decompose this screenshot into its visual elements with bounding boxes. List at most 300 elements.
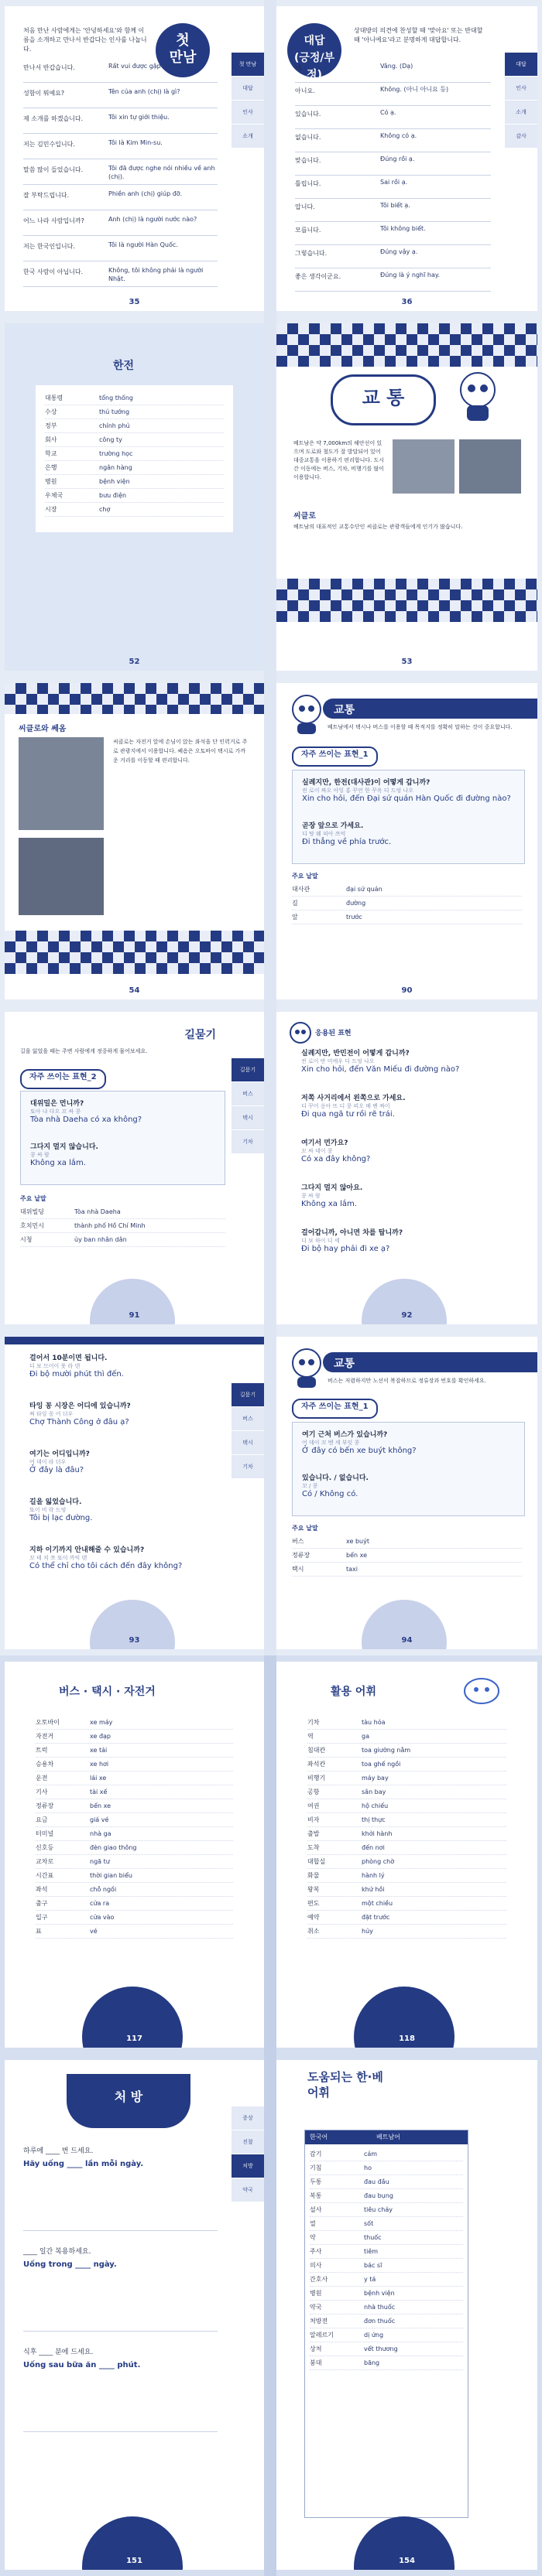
vocab-row <box>36 1855 233 1869</box>
intro-text: 처음 만난 사람에게는 '안녕하세요'와 함께 이름을 소개하고 만나서 반갑다는 인사를 나눕니다. <box>23 27 147 53</box>
side-tab[interactable]: 증상 <box>232 2106 264 2130</box>
korean-word: 편도 <box>307 1900 320 1907</box>
korean-word: 수상 <box>45 408 57 415</box>
gutter <box>264 677 276 1006</box>
vietnamese-word: xe tải <box>90 1747 108 1754</box>
vocab-row <box>292 1549 522 1563</box>
korean-word: 길 <box>292 900 298 907</box>
body-paragraph: 씨클로는 자전거 앞에 손님이 앉는 좌석을 단 인력거로 주로 관광지에서 이용합니다. 쎄옴은 오토바이 택시로 가까운 거리를 이동할 때 편리합니다. <box>113 739 248 764</box>
side-tab[interactable]: 인사 <box>505 77 537 101</box>
vocab-row <box>20 1233 225 1247</box>
vietnamese-word: xe buýt <box>346 1538 369 1545</box>
korean-text: 말씀 많이 들었습니다. <box>23 166 84 173</box>
korean-word: 상처 <box>310 2345 322 2352</box>
vietnamese-text: Có ạ. <box>380 109 396 116</box>
vietnamese-word: ngân hàng <box>99 464 132 471</box>
phrase-row <box>23 265 218 287</box>
korean-word: 대사관 <box>292 886 310 893</box>
vietnamese-word: xe đạp <box>90 1733 111 1740</box>
gutter <box>264 2054 276 2576</box>
korean-word: 자전거 <box>36 1733 54 1740</box>
dialogue-line <box>29 1352 219 1379</box>
korean-word: 예약 <box>307 1914 320 1921</box>
page-number: 90 <box>401 986 413 995</box>
vocab-row <box>45 391 224 405</box>
gutter <box>264 1331 276 1655</box>
korean-text: 한국 사람이 아닙니다. <box>23 268 84 275</box>
korean-text: 모릅니다. <box>295 227 321 234</box>
vietnamese-sentence: Có thể chỉ cho tôi cách đến đây không? <box>29 1562 183 1570</box>
vietnamese-word: cửa ra <box>90 1900 110 1907</box>
korean-word: 침대칸 <box>307 1747 326 1754</box>
korean-sentence: 저쪽 사거리에서 왼쪽으로 가세요. <box>301 1095 406 1102</box>
korean-word: 기차 <box>307 1719 320 1726</box>
dialogue-box <box>292 1422 525 1516</box>
vocab-heading: 주요 낱말 <box>292 1525 318 1532</box>
vietnamese-word: đau bụng <box>364 2192 393 2199</box>
vietnamese-word: một chiều <box>362 1900 393 1907</box>
vietnamese-word: bưu điện <box>99 492 127 499</box>
korean-sentence: 걸어서 10분이면 됩니다. <box>29 1355 108 1362</box>
section-heading: 응용된 표현 <box>315 1030 352 1037</box>
korean-word: 기사 <box>36 1789 48 1795</box>
intro-text: 베트남에서 택시나 버스를 이용할 때 목적지를 정확히 말하는 것이 중요합니다. <box>328 724 513 730</box>
page-154 <box>276 2060 537 2570</box>
prescription-item <box>23 2145 218 2231</box>
prescription-item <box>23 2246 218 2332</box>
vietnamese-sentence: Có / Không có. <box>302 1490 358 1498</box>
phrase-row <box>23 214 218 236</box>
korean-sentence: 지하 이기까지 안내해줄 수 있습니까? <box>29 1546 145 1554</box>
pronunciation: 디 보 하이 디 세 <box>301 1238 340 1244</box>
page-number: 94 <box>401 1636 413 1645</box>
dialogue-line <box>301 1227 492 1253</box>
korean-sentence: 그다지 멀지 않습니다. <box>30 1143 98 1151</box>
vocab-list <box>292 1535 522 1577</box>
vietnamese-word: y tá <box>364 2276 376 2283</box>
vocab-row <box>307 1897 506 1911</box>
side-tab[interactable]: 대답 <box>505 53 537 77</box>
side-tab[interactable]: 기차 <box>232 1455 264 1479</box>
side-tab[interactable]: 택시 <box>232 1106 264 1130</box>
korean-word: 감기 <box>310 2151 322 2157</box>
vietnamese-text: Tôi biết ạ. <box>380 202 410 209</box>
title-block <box>307 2069 393 2123</box>
vocab-row <box>307 1813 506 1827</box>
pronunciation: 꼬 싸 데이 콩 <box>301 1148 333 1154</box>
korean-word: 비자 <box>307 1816 320 1823</box>
vietnamese-word: tiêm <box>364 2248 379 2255</box>
vietnamese-word: dị ứng <box>364 2332 384 2339</box>
vocab-row <box>36 1911 233 1925</box>
korean-text: 맞습니다. <box>295 157 321 164</box>
spread-5 <box>0 1331 542 1655</box>
side-tabs <box>232 2106 264 2202</box>
korean-sentence: 곧장 앞으로 가세요. <box>302 822 364 830</box>
korean-word: 정류장 <box>36 1802 54 1809</box>
side-tab[interactable]: 기차 <box>232 1130 264 1154</box>
sub-text: 베트남의 대표적인 교통수단인 씨클로는 관광객들에게 인기가 많습니다. <box>293 524 463 530</box>
vocab-list <box>36 1716 233 1939</box>
vocab-row <box>310 2259 463 2273</box>
expression-heading: 자주 쓰이는 표현_2 <box>20 1069 106 1089</box>
vietnamese-word: ngã tư <box>90 1858 110 1865</box>
title-bar <box>323 1352 537 1372</box>
dialogue-line <box>29 1448 219 1474</box>
korean-word: 대위빌딩 <box>20 1208 44 1215</box>
sub-heading: 씨클로 <box>293 512 316 521</box>
vietnamese-word: đường <box>346 900 366 907</box>
vietnamese-word: tổng thống <box>99 395 133 401</box>
phrase-row <box>23 111 218 134</box>
vietnamese-word: xe máy <box>90 1719 113 1726</box>
pronunciation: 씬 로이 반 미에우 디 드엉 나오 <box>301 1058 375 1064</box>
vocab-row <box>310 2273 463 2287</box>
vietnamese-text: Tôi là người Hàn Quốc. <box>108 241 178 248</box>
vocab-row <box>45 503 224 517</box>
side-tabs <box>232 1383 264 1479</box>
dialogue-line <box>301 1047 492 1074</box>
phrase-row <box>295 84 491 106</box>
korean-word: 오토바이 <box>36 1719 60 1726</box>
vocab-list <box>45 391 224 517</box>
korean-sentence: 그다지 멀지 않아요. <box>301 1184 363 1192</box>
side-tab[interactable]: 버스 <box>232 1082 264 1106</box>
vietnamese-word: ủy ban nhân dân <box>74 1236 127 1243</box>
page-number: 93 <box>129 1636 140 1645</box>
dialogue-line <box>29 1400 219 1426</box>
side-tab[interactable]: 처방 <box>232 2154 264 2178</box>
vietnamese-word: tài xế <box>90 1789 108 1795</box>
phrase-row <box>23 60 218 83</box>
korean-word: 교차로 <box>36 1858 54 1865</box>
korean-sentence: 걸어갑니까, 아니면 차를 탑니까? <box>301 1229 403 1237</box>
mascot-icon <box>289 1021 312 1044</box>
korean-word: 화물 <box>307 1872 320 1879</box>
vietnamese-text: Tôi đã được nghe nói nhiều về anh (chị). <box>108 165 215 180</box>
dialogue-line <box>301 1182 492 1208</box>
phrase-row <box>295 269 491 292</box>
phrase-row <box>23 86 218 108</box>
vietnamese-text: Sai rồi ạ. <box>380 179 408 186</box>
korean-word: 표 <box>36 1928 42 1935</box>
side-tab[interactable]: 약국 <box>232 2178 264 2202</box>
korean-text: 제 소개를 하겠습니다. <box>23 115 84 122</box>
pronunciation: 씬 로이 짜오 아잉 홍 꾸언 한 꾸옥 디 드엉 나오 <box>302 787 413 794</box>
korean-text: 그렇습니다. <box>295 250 328 257</box>
dialogue-line <box>301 1137 492 1163</box>
phrase-row <box>295 176 491 199</box>
korean-word: 역 <box>307 1733 314 1740</box>
vocab-table <box>304 2130 468 2518</box>
korean-word: 운전 <box>36 1775 48 1782</box>
section-badge: 첫 만남 <box>156 23 210 77</box>
korean-text: 압니다. <box>295 203 315 210</box>
pronunciation: 또아 냐 다오 꼬 싸 콩 <box>30 1109 81 1115</box>
vocab-row <box>307 1744 506 1758</box>
vietnamese-sentence: Đi bộ mười phút thì đến. <box>29 1370 124 1379</box>
korean-text: 없습니다. <box>295 134 321 141</box>
vocab-list <box>305 2144 468 2373</box>
korean-word: 도착 <box>307 1844 320 1851</box>
side-tab[interactable]: 진찰 <box>232 2130 264 2154</box>
vietnamese-word: bác sĩ <box>364 2262 382 2269</box>
expression-heading: 자주 쓰이는 표현_1 <box>292 746 378 767</box>
dialogue-line <box>29 1544 219 1570</box>
prescription-item <box>23 2346 218 2432</box>
korean-text: 네. <box>295 64 304 71</box>
side-tab[interactable]: 첫 만남 <box>232 53 264 77</box>
vocab-row <box>310 2287 463 2301</box>
vocab-list <box>307 1716 506 1939</box>
side-tabs <box>505 53 537 149</box>
korean-word: 약국 <box>310 2304 322 2311</box>
korean-text: 있습니다. <box>295 111 321 118</box>
korean-word: 왕복 <box>307 1886 320 1893</box>
vocab-row <box>307 1855 506 1869</box>
vietnamese-word: đặt trước <box>362 1914 390 1921</box>
vocab-row <box>36 1771 233 1785</box>
side-tab[interactable]: 길묻기 <box>232 1058 264 1082</box>
korean-word: 정부 <box>45 422 57 429</box>
top-band <box>5 1337 264 1344</box>
vocab-row <box>310 2217 463 2231</box>
vocab-list <box>292 883 522 924</box>
korean-word: 두통 <box>310 2178 322 2185</box>
pronunciation: 디 보 므어이 풋 라 덴 <box>29 1363 81 1369</box>
phrase-row <box>295 130 491 152</box>
vocab-row <box>292 897 522 910</box>
phrase-row <box>23 239 218 261</box>
column-header: 한국어 <box>310 2134 328 2140</box>
vietnamese-word: chợ <box>99 506 111 513</box>
vietnamese-word: phòng chờ <box>362 1858 395 1865</box>
vietnamese-word: sân bay <box>362 1789 386 1795</box>
korean-word: 병원 <box>45 478 57 485</box>
page-94 <box>276 1337 537 1649</box>
vocab-row <box>310 2189 463 2203</box>
vietnamese-word: đơn thuốc <box>364 2318 396 2325</box>
side-tab[interactable]: 버스 <box>232 1407 264 1431</box>
vietnamese-sentence: Không xa lắm. <box>30 1159 86 1167</box>
vietnamese-sentence: Tòa nhà Daeha có xa không? <box>30 1115 142 1124</box>
korean-word: 열 <box>310 2220 316 2227</box>
korean-sentence: ____ 일간 복용하세요. <box>23 2248 91 2256</box>
vietnamese-sentence: Đi thẳng về phía trước. <box>302 838 392 846</box>
korean-word: 좌석칸 <box>307 1761 326 1768</box>
korean-word: 약 <box>310 2234 316 2241</box>
column-header: 베트남어 <box>376 2134 400 2140</box>
page-number: 91 <box>129 1311 140 1320</box>
side-tab[interactable]: 소개 <box>505 101 537 125</box>
korean-word: 호치민시 <box>20 1222 44 1229</box>
korean-text: 저는 한국인입니다. <box>23 243 75 250</box>
korean-word: 처방전 <box>310 2318 328 2325</box>
photo-xeom <box>19 838 104 915</box>
korean-word: 대통령 <box>45 395 63 401</box>
vietnamese-sentence: Ở đây có bến xe buýt không? <box>302 1447 417 1455</box>
korean-sentence: 하루에 ____ 번 드세요. <box>23 2147 94 2155</box>
page-52 <box>5 323 264 671</box>
vocab-row <box>310 2342 463 2356</box>
vietnamese-sentence: Uống sau bữa ăn ____ phút. <box>23 2361 141 2369</box>
vietnamese-word: chính phủ <box>99 422 130 429</box>
side-tab[interactable]: 길묻기 <box>232 1383 264 1407</box>
vocab-row <box>310 2356 463 2370</box>
vietnamese-word: hành lý <box>362 1872 385 1879</box>
vocab-row <box>307 1925 506 1939</box>
korean-word: 설사 <box>310 2206 322 2213</box>
korean-word: 의사 <box>310 2262 322 2269</box>
korean-word: 간호사 <box>310 2276 328 2283</box>
vietnamese-text: Anh (chị) là người nước nào? <box>108 216 197 223</box>
vietnamese-sentence: Xin cho hỏi, đến Văn Miếu đi đường nào? <box>301 1065 460 1074</box>
vietnamese-word: toa giường nằm <box>362 1747 411 1754</box>
page-91 <box>5 1012 264 1324</box>
vietnamese-word: tiêu chảy <box>364 2206 393 2213</box>
gutter <box>264 1655 276 2054</box>
spread-6 <box>0 1655 542 2054</box>
vocab-row <box>36 1883 233 1897</box>
photo-bus <box>393 439 455 494</box>
vietnamese-text: Rất vui được gặp anh (chị). <box>108 63 193 70</box>
vocab-row <box>45 461 224 475</box>
korean-word: 입구 <box>36 1914 48 1921</box>
vocab-row <box>36 1744 233 1758</box>
side-tab[interactable]: 감사 <box>505 125 537 149</box>
vietnamese-word: đến nơi <box>362 1844 385 1851</box>
vietnamese-text: Phiền anh (chị) giúp đỡ. <box>108 190 183 197</box>
korean-word: 요금 <box>36 1816 48 1823</box>
photo-street <box>459 439 521 494</box>
vocab-row <box>310 2203 463 2217</box>
side-tabs <box>232 53 264 149</box>
vietnamese-word: toa ghế ngồi <box>362 1761 401 1768</box>
vocab-row <box>36 1758 233 1771</box>
korean-sentence: 여기서 먼가요? <box>301 1139 348 1147</box>
korean-word: 주사 <box>310 2248 322 2255</box>
vietnamese-word: khứ hồi <box>362 1886 385 1893</box>
side-tab[interactable]: 택시 <box>232 1431 264 1455</box>
mascot-icon <box>456 371 499 422</box>
korean-word: 붕대 <box>310 2359 322 2366</box>
vietnamese-word: đại sứ quán <box>346 886 382 893</box>
page-title: 교통 <box>334 704 355 716</box>
section-badge: 대답 (긍정/부정) <box>287 23 341 77</box>
spread-3 <box>0 677 542 1006</box>
korean-word: 복통 <box>310 2192 322 2199</box>
vietnamese-sentence: Uống trong ____ ngày. <box>23 2260 117 2269</box>
vietnamese-text: Tôi không biết. <box>380 225 426 232</box>
vietnamese-text: Tên của anh (chị) là gì? <box>108 88 180 95</box>
korean-word: 출구 <box>36 1900 48 1907</box>
vietnamese-word: cửa vào <box>90 1914 115 1921</box>
vocab-row <box>310 2175 463 2189</box>
side-tab[interactable]: 대답 <box>232 77 264 101</box>
vietnamese-text: Tôi xin tự giới thiệu. <box>108 114 170 121</box>
dialogue-line <box>30 1141 218 1167</box>
spread-1 <box>0 0 542 317</box>
side-tab[interactable]: 소개 <box>232 125 264 149</box>
korean-word: 공항 <box>307 1789 320 1795</box>
vocab-heading: 주요 낱말 <box>292 873 318 880</box>
mascot-icon <box>289 1348 324 1389</box>
vietnamese-word: nhà thuốc <box>364 2304 396 2311</box>
phrase-row <box>23 162 218 185</box>
dialogue-box <box>292 770 525 864</box>
korean-word: 병원 <box>310 2290 322 2297</box>
korean-word: 회사 <box>45 436 57 443</box>
vietnamese-word: vé <box>90 1928 98 1935</box>
spread-2 <box>0 317 542 677</box>
vietnamese-sentence: Có xa đây không? <box>301 1155 371 1163</box>
page-title: 한전 <box>113 360 135 372</box>
vocab-row <box>36 1841 233 1855</box>
intro-text: 버스는 저렴하지만 노선이 복잡하므로 정류장과 번호를 확인하세요. <box>328 1378 486 1384</box>
phrase-row <box>295 60 491 83</box>
korean-text: 어느 나라 사람입니까? <box>23 217 84 224</box>
vocab-row <box>310 2161 463 2175</box>
vocab-row <box>307 1771 506 1785</box>
phrase-row <box>295 223 491 245</box>
vocab-row <box>45 489 224 503</box>
page-35 <box>5 6 264 311</box>
vietnamese-word: băng <box>364 2359 380 2366</box>
korean-sentence: 실례지만, 반민전이 어떻게 갑니까? <box>301 1050 410 1057</box>
page-118 <box>276 1662 537 2048</box>
korean-sentence: 여기 근처 버스가 있습니까? <box>302 1431 388 1439</box>
vocab-row <box>45 433 224 447</box>
vocab-row <box>310 2147 463 2161</box>
vietnamese-word: taxi <box>346 1566 358 1573</box>
gutter <box>264 317 276 677</box>
vocab-row <box>307 1911 506 1925</box>
korean-word: 여권 <box>307 1802 320 1809</box>
vietnamese-word: xe hơi <box>90 1761 109 1768</box>
mascot-icon <box>289 694 324 736</box>
pronunciation: 꼬 / 콩 <box>302 1483 318 1489</box>
vietnamese-sentence: Tôi bị lạc đường. <box>29 1514 93 1522</box>
vietnamese-sentence: Đi qua ngã tư rồi rẽ trái. <box>301 1110 395 1119</box>
vietnamese-word: bệnh viện <box>99 478 130 485</box>
korean-word: 신호등 <box>36 1844 54 1851</box>
korean-word: 시장 <box>45 506 57 513</box>
vocab-row <box>20 1205 225 1219</box>
korean-word: 승용차 <box>36 1761 54 1768</box>
vocab-row <box>307 1758 506 1771</box>
page-53 <box>276 323 537 671</box>
page-92 <box>276 1012 537 1324</box>
pronunciation: 또이 비 락 드엉 <box>29 1507 67 1513</box>
page-number: 151 <box>126 2557 142 2565</box>
vocab-row <box>36 1813 233 1827</box>
vocab-row <box>45 447 224 461</box>
section-heading: 씨클로와 쎄옴 <box>19 725 67 733</box>
korean-word: 비행기 <box>307 1775 326 1782</box>
korean-text: 좋은 생각이군요. <box>295 273 341 280</box>
spread-7 <box>0 2054 542 2576</box>
vietnamese-word: cảm <box>364 2151 378 2157</box>
korean-text: 성함이 뭐예요? <box>23 90 65 97</box>
side-tab[interactable]: 인사 <box>232 101 264 125</box>
vocab-row <box>307 1785 506 1799</box>
vietnamese-text: Vâng. (Dạ) <box>380 63 413 70</box>
korean-sentence: 대위밀은 먼니까? <box>30 1100 84 1108</box>
korean-word: 출발 <box>307 1830 320 1837</box>
title-bar <box>323 699 537 719</box>
korean-word: 버스 <box>292 1538 304 1545</box>
page-number: 118 <box>399 2034 415 2043</box>
